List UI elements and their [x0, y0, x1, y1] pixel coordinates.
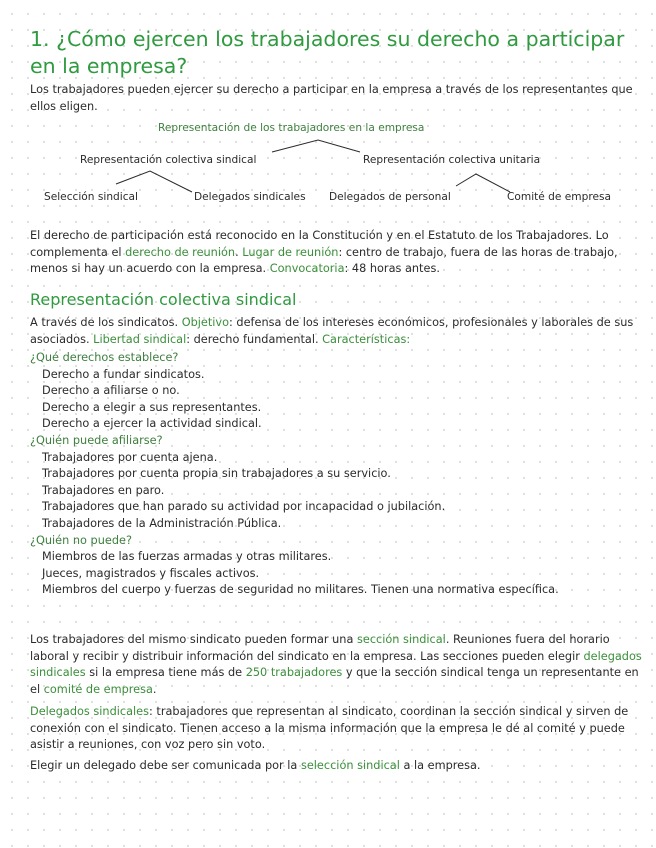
list-item: Derecho a fundar sindicatos.: [42, 367, 205, 381]
tree-leaf-delegados-personal: Delegados de personal: [329, 191, 451, 203]
term-convocatoria: Convocatoria: [269, 262, 345, 276]
page-title: 1. ¿Cómo ejercen los trabajadores su derecho a participar en la empresa?: [30, 27, 625, 78]
term-delegados: Delegados sindicales: [30, 705, 149, 718]
term-derecho-reunion: derecho de reunión: [125, 245, 236, 259]
faq-lists: [30, 350, 630, 599]
list-item: Trabajadores de la Administración Pública.: [42, 516, 282, 530]
list-item: Derecho a afiliarse o no.: [42, 384, 180, 398]
intro-paragraph: Los trabajadores pueden ejercer su derecho a participar en la empresa a través de los representantes que ellos eligen.: [30, 83, 633, 113]
sindicatos-paragraph: A través de los sindicatos. Objetivo: defensa de los intereses económicos, profesionales y laborales de sus asociados. Libertad sindical: derecho fundamental. Características:: [30, 316, 634, 346]
delegados-paragraph: Delegados sindicales: trabajadores que representan al sindicato, coordinan la sección sindical y sirven de conexión con el sindicato. Tienen acceso a la misma información que la empresa le dé al comité y puede asistir a reuniones, con voz pero sin voto.: [30, 705, 629, 752]
question-no-puede: ¿Quién no puede?: [30, 533, 132, 547]
question-afiliarse: ¿Quién puede afiliarse?: [30, 433, 163, 447]
tree-leaf-delegados-sindicales: Delegados sindicales: [194, 191, 306, 203]
eleccion-paragraph: Elegir un delegado debe ser comunicada por la selección sindical a la empresa.: [30, 759, 481, 772]
term-seleccion-sindical: selección sindical: [300, 759, 400, 772]
term-caracteristicas: Características:: [322, 332, 411, 346]
tree-connector-left: [116, 171, 192, 192]
term-seccion-sindical: sección sindical: [356, 633, 446, 646]
tree-node-sindical: Representación colectiva sindical: [80, 154, 257, 166]
term-250-trabajadores: 250 trabajadores: [245, 666, 343, 680]
term-comite-empresa: comité de empresa: [43, 682, 153, 696]
term-delegados-sindicales: delegados sindicales: [30, 649, 642, 680]
term-objetivo: Objetivo: [181, 316, 230, 329]
representation-tree: [0, 0, 656, 220]
tree-leaf-seleccion: Selección sindical: [44, 191, 138, 203]
seccion-sindical-paragraph: Los trabajadores del mismo sindicato pueden formar una sección sindical. Reuniones fuera del horario laboral y recibir y distribuir información del sindicato en la empresa. Las secciones pueden elegir delegados sindicales si la empresa tiene más de 250 trabajadores y que la sección sindical tenga un representante en el comité de empresa.: [30, 633, 642, 696]
term-lugar-reunion: Lugar de reunión: [242, 245, 339, 259]
list-item: Trabajadores por cuenta ajena.: [42, 450, 218, 464]
list-item: Derecho a ejercer la actividad sindical.: [42, 417, 262, 431]
question-derechos: ¿Qué derechos establece?: [30, 351, 179, 364]
tree-connector-right: [456, 174, 510, 192]
list-item: Trabajadores que han parado su actividad por incapacidad o jubilación.: [42, 500, 446, 514]
tree-connector-root: [272, 140, 360, 152]
participation-paragraph: El derecho de participación está reconocido en la Constitución y en el Estatuto de los Trabajadores. Lo complementa el derecho de reunión. Lugar de reunión: centro de trabajo, fuera de las horas de trabajo, menos si hay un acuerdo con la empresa. Convocatoria: 48 horas antes.: [30, 229, 618, 276]
list-item: Trabajadores por cuenta propia sin trabajadores a su servicio.: [42, 467, 391, 481]
section-heading: Representación colectiva sindical: [30, 290, 297, 309]
tree-leaf-comite: Comité de empresa: [507, 191, 612, 203]
list-item: Miembros del cuerpo y fuerzas de seguridad no militares. Tienen una normativa específica.: [42, 583, 559, 597]
list-item: Trabajadores en paro.: [42, 483, 165, 497]
term-libertad-sindical: Libertad sindical: [93, 332, 187, 346]
list-item: Jueces, magistrados y fiscales activos.: [42, 566, 260, 580]
list-item: Miembros de las fuerzas armadas y otras militares.: [42, 550, 332, 564]
tree-node-unitaria: Representación colectiva unitaria: [363, 154, 541, 166]
tree-root-node: Representación de los trabajadores en la empresa: [158, 122, 425, 134]
list-item: Derecho a elegir a sus representantes.: [42, 400, 262, 414]
